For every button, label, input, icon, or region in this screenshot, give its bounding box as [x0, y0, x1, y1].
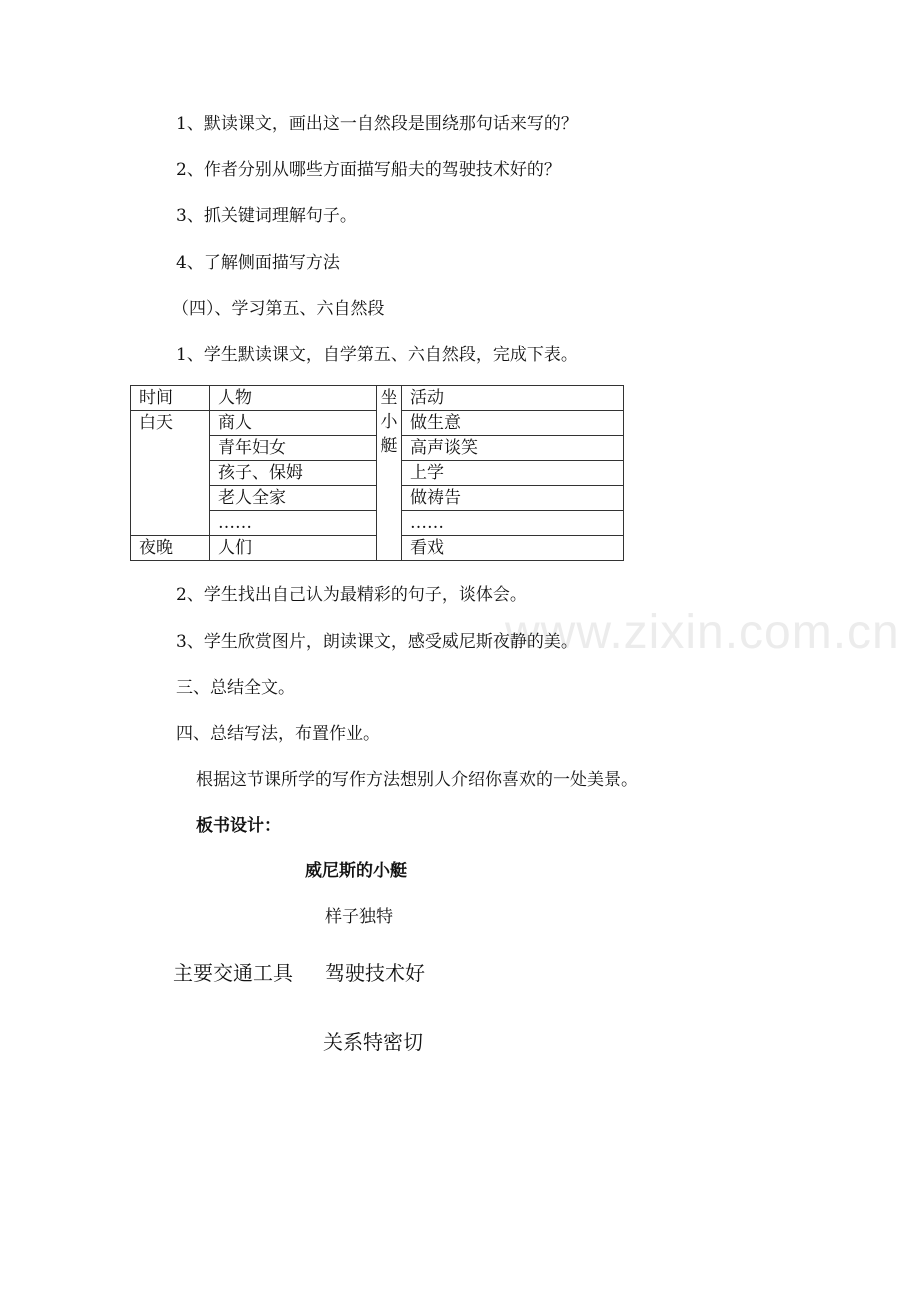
- activity-cell: 做祷告: [402, 486, 624, 511]
- activity-cell: 高声谈笑: [402, 436, 624, 461]
- people-cell: 孩子、保姆: [210, 461, 377, 486]
- task-3: 3、学生欣赏图片，朗读课文，感受威尼斯夜静的美。: [176, 632, 578, 652]
- activity-cell: 上学: [402, 461, 624, 486]
- header-time: 时间: [131, 386, 210, 411]
- board-left-label: 主要交通工具: [173, 961, 293, 985]
- question-3: 3、抓关键词理解句子。: [176, 206, 357, 226]
- question-4: 4、了解侧面描写方法: [176, 253, 340, 273]
- section-4b-heading: 四、总结写法，布置作业。: [176, 724, 380, 744]
- task-2: 2、学生找出自己认为最精彩的句子，谈体会。: [176, 585, 527, 605]
- board-title: 威尼斯的小艇: [305, 861, 407, 881]
- people-cell: ……: [210, 511, 377, 536]
- people-cell: 青年妇女: [210, 436, 377, 461]
- activity-cell: ……: [402, 511, 624, 536]
- people-cell: 老人全家: [210, 486, 377, 511]
- activity-cell: 做生意: [402, 411, 624, 436]
- question-2: 2、作者分别从哪些方面描写船夫的驾驶技术好的？: [176, 160, 561, 180]
- section-3-heading: 三、总结全文。: [176, 678, 295, 698]
- people-cell: 人们: [210, 536, 377, 561]
- watermark: www.zixin.com.cn: [505, 606, 900, 659]
- activity-cell: 看戏: [402, 536, 624, 561]
- night-label: 夜晚: [131, 536, 210, 561]
- middle-char: 艇: [380, 436, 398, 456]
- middle-char: 小: [380, 412, 398, 432]
- activity-table: [130, 385, 624, 561]
- middle-vertical-cell: [377, 386, 402, 561]
- table-header-row: [131, 386, 624, 411]
- day-label: 白天: [131, 411, 210, 536]
- board-item-3: 关系特密切: [323, 1030, 423, 1054]
- task-1: 1、学生默读课文，自学第五、六自然段，完成下表。: [176, 345, 578, 365]
- header-people: 人物: [210, 386, 377, 411]
- people-cell: 商人: [210, 411, 377, 436]
- board-item-1: 样子独特: [325, 907, 393, 927]
- section-4-heading: （四）、学习第五、六自然段: [172, 299, 385, 319]
- board-item-2: 驾驶技术好: [325, 961, 425, 985]
- middle-char: 坐: [380, 388, 398, 408]
- question-1: 1、默读课文，画出这一自然段是围绕那句话来写的？: [176, 114, 578, 134]
- header-activity: 活动: [402, 386, 624, 411]
- board-heading: 板书设计：: [196, 816, 281, 836]
- homework-text: 根据这节课所学的写作方法想别人介绍你喜欢的一处美景。: [196, 770, 638, 790]
